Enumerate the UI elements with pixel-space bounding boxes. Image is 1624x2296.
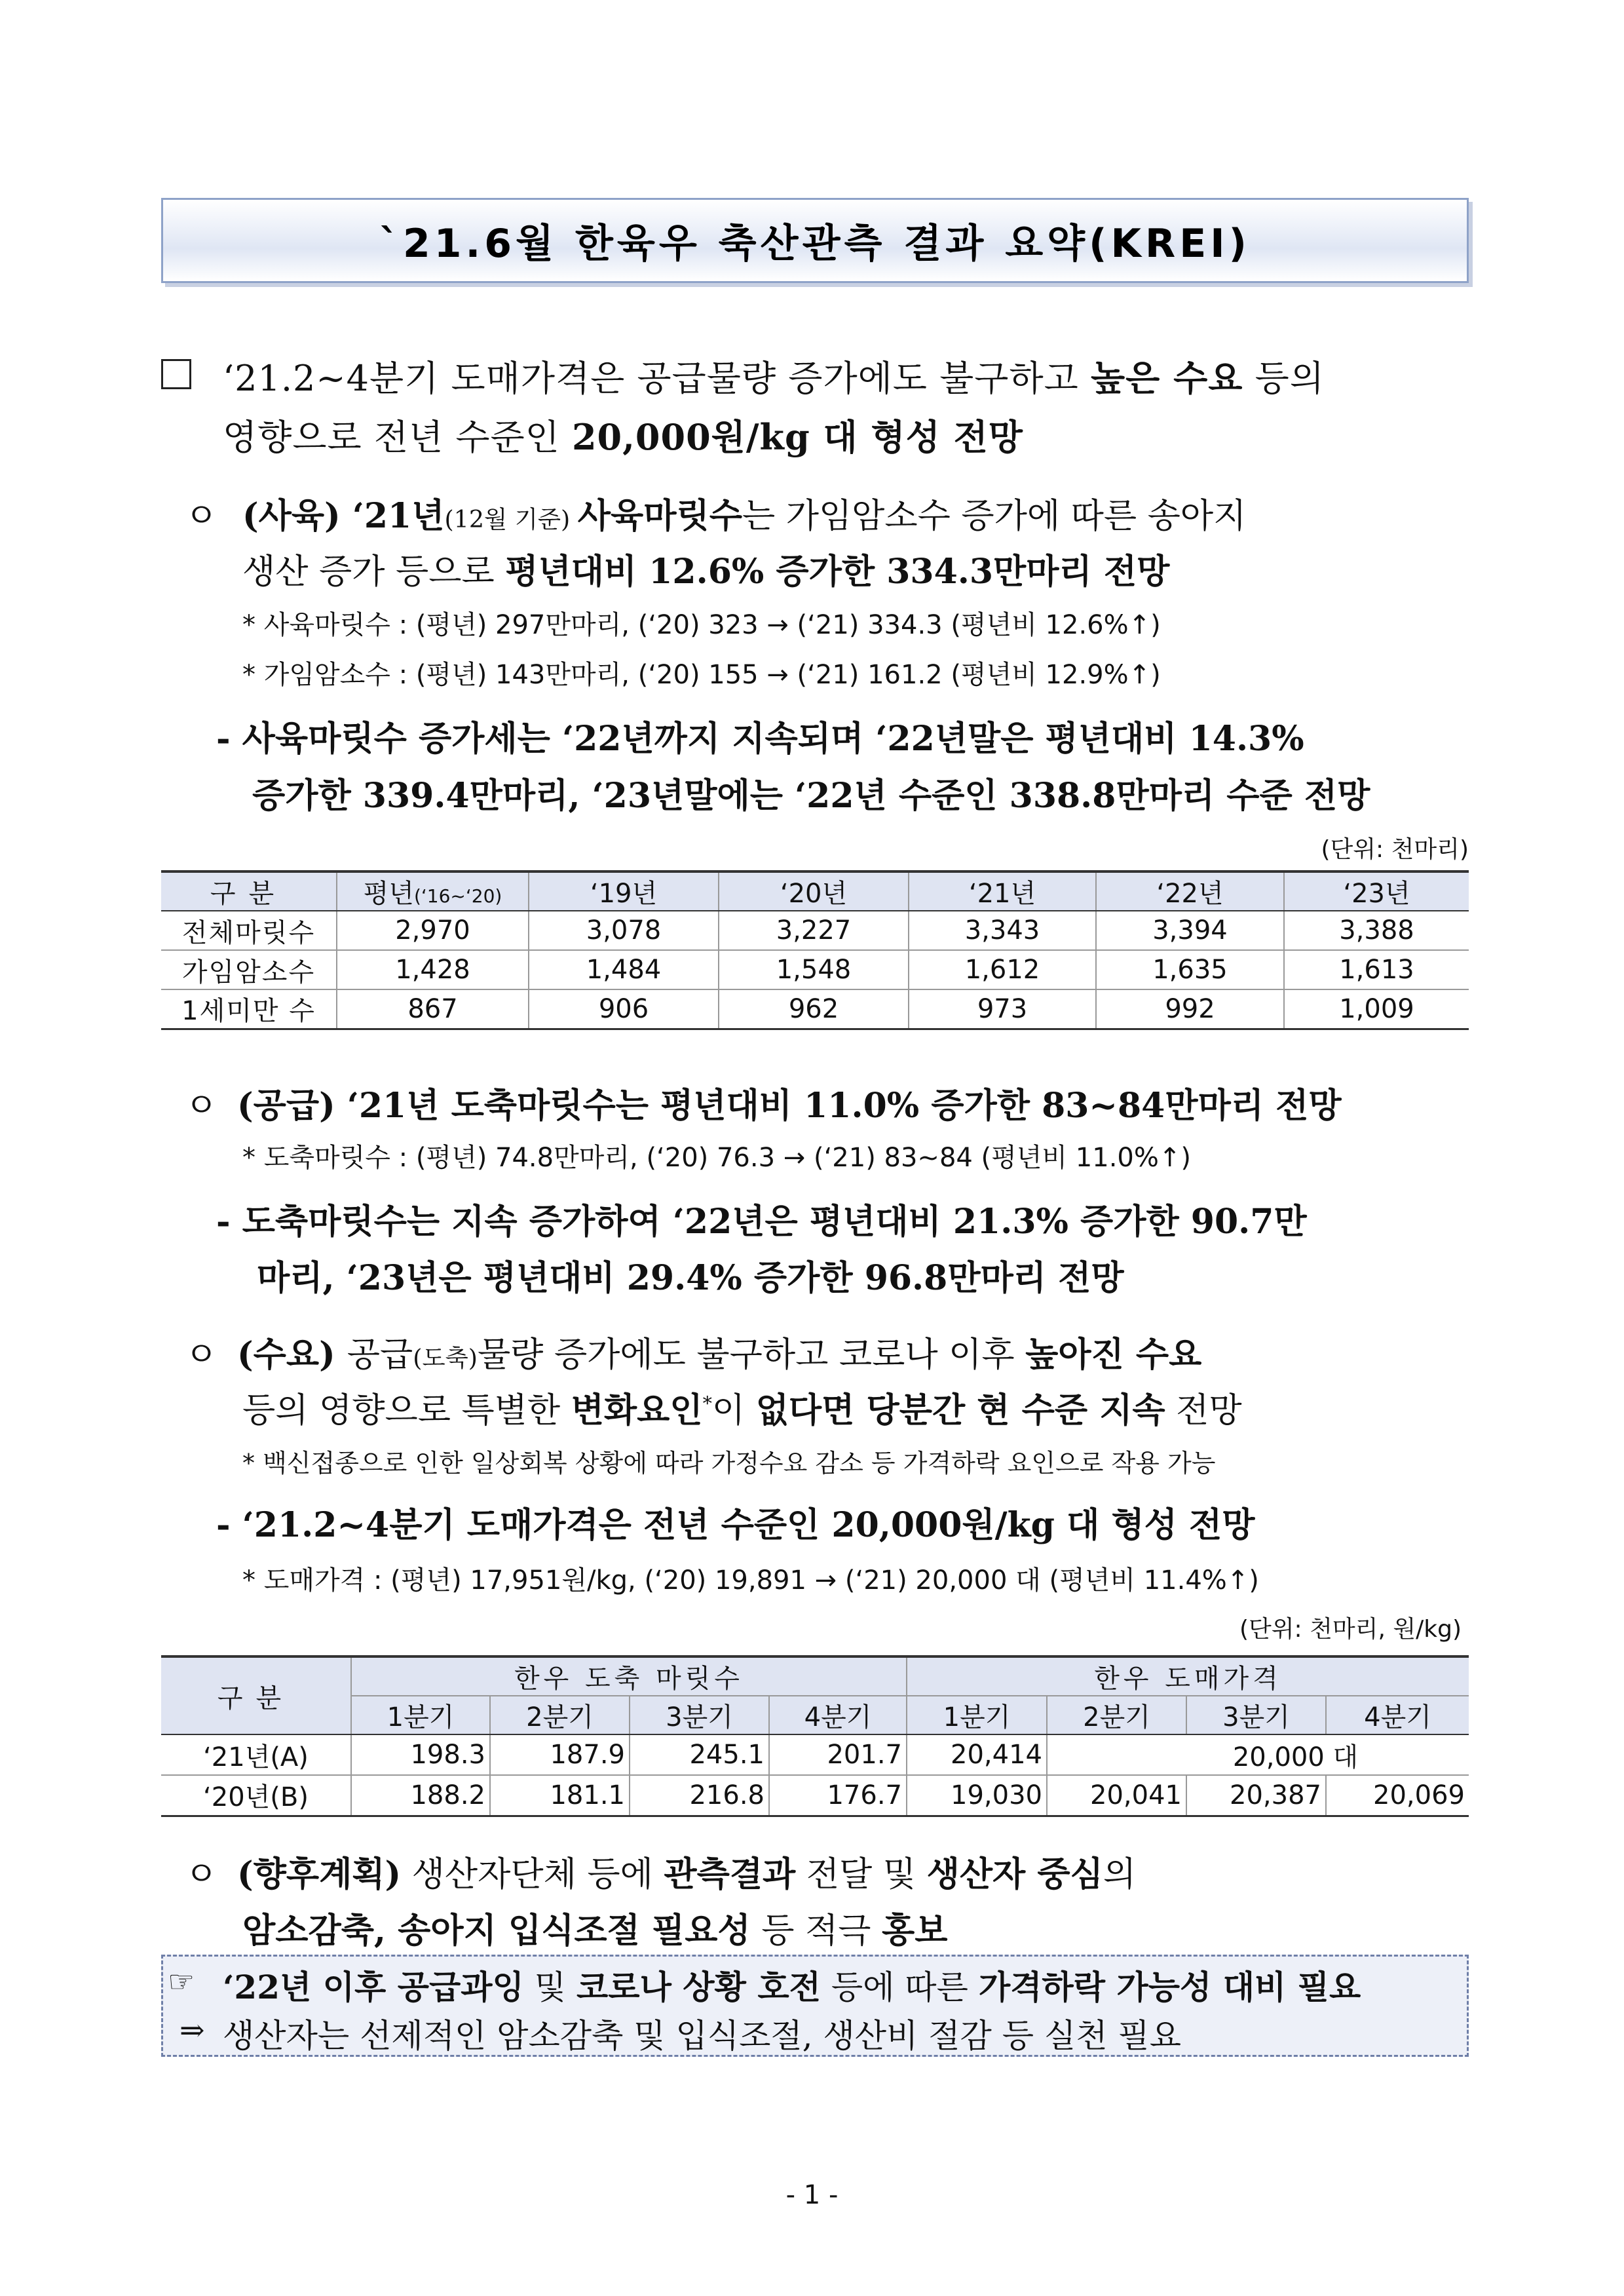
table-cell: 19,030 (907, 1775, 1047, 1816)
table-row-label: ‘21년(A) (161, 1734, 351, 1775)
text-run: 공급 (347, 1335, 413, 1375)
slaughter-group-header: 한우 도축 마릿수 (351, 1656, 907, 1696)
table-cell: 1,548 (719, 950, 909, 989)
suyo-line-2 (242, 1383, 1242, 1432)
table-cell: 1,613 (1284, 950, 1469, 989)
text-run: 등의 (1243, 358, 1325, 399)
gonggeup-note-1: * 도축마릿수 : (평년) 74.8만마리, (‘20) 76.3 → (‘21) 83~84 (평년비 11.0%↑) (242, 1143, 1191, 1173)
table-cell: 3,394 (1096, 911, 1284, 950)
table-cell: 20,041 (1047, 1775, 1186, 1816)
summary-line-1 (223, 351, 1325, 401)
sayuk-bullet: ㅇ (185, 497, 218, 536)
text-run: 이 (711, 1391, 756, 1430)
text-run: 암소감축, 송아지 입식조절 필요성 (242, 1911, 751, 1951)
table-header-cell: ‘22년 (1096, 871, 1284, 911)
table-cell: 245.1 (630, 1734, 769, 1775)
table-header-cell: 1분기 (351, 1696, 490, 1734)
table-header-cell: 1분기 (907, 1696, 1047, 1734)
table-header-cell: 구분 (161, 871, 337, 911)
sayuk-dash-1: - 사육마릿수 증가세는 ‘22년까지 지속되며 ‘22년말은 평년대비 14.3% (216, 719, 1304, 759)
sayuk-dash-2: 증가한 339.4만마리, ‘23년말에는 ‘22년 수준인 338.8만마리 수준 전망 (252, 776, 1370, 816)
plan-line-2 (242, 1903, 947, 1952)
text-run: 전망 (1165, 1391, 1242, 1430)
table-cell: 176.7 (769, 1775, 907, 1816)
text-run: 영향으로 전년 수준인 (223, 417, 572, 458)
table-cell: 3,388 (1284, 911, 1469, 950)
text-run: (향후계획) (237, 1854, 402, 1894)
table-row (161, 1734, 1469, 1775)
text-run: (도축) (413, 1344, 478, 1372)
sayuk-note-1: * 사육마릿수 : (평년) 297만마리, (‘20) 323 → (‘21) 334.3 (평년비 12.6%↑) (242, 610, 1161, 640)
table-cell: 20,000 대 (1047, 1734, 1469, 1775)
text-run: (12월 기준) (444, 505, 578, 533)
text-run: 등 적극 (750, 1911, 882, 1951)
gonggeup-dash-2: 마리, ‘23년은 평년대비 29.4% 증가한 96.8만마리 전망 (257, 1258, 1124, 1298)
table-cell: 2,970 (337, 911, 529, 950)
table-cell: 188.2 (351, 1775, 490, 1816)
table-cell: 1,612 (909, 950, 1096, 989)
text-run: 생산자단체 등에 (401, 1855, 664, 1894)
text-run: ‘21.2~4분기 도매가격은 공급물량 증가에도 불구하고 (223, 358, 1091, 399)
text-run: 물량 증가에도 불구하고 코로나 이후 (477, 1335, 1026, 1375)
herd-size-table (161, 870, 1469, 1030)
table-header-row (161, 1656, 1469, 1696)
table-header-cell: ‘23년 (1284, 871, 1469, 911)
table-cell: 198.3 (351, 1734, 490, 1775)
table-cell: 216.8 (630, 1775, 769, 1816)
table-cell: 962 (719, 989, 909, 1029)
table-row-label: 전체마릿수 (161, 911, 337, 950)
text-run: 없다면 당분간 현 수준 지속 (755, 1390, 1165, 1430)
text-run: 생산 증가 등으로 (242, 552, 506, 592)
document-title: `21.6월 한육우 축산관측 결과 요약(KREI) (379, 221, 1251, 267)
text-run: (수요) (237, 1335, 347, 1375)
table2-unit: (단위: 천마리, 원/kg) (1239, 1616, 1462, 1643)
table-cell: 973 (909, 989, 1096, 1029)
table-row (161, 950, 1469, 989)
table-cell: 20,069 (1326, 1775, 1469, 1816)
table-cell: 1,009 (1284, 989, 1469, 1029)
plan-bullet: ㅇ (185, 1855, 218, 1894)
text-run: 평년대비 12.6% 증가한 334.3만마리 전망 (505, 552, 1170, 592)
table-header-cell: ‘19년 (529, 871, 719, 911)
suyo-line-1 (237, 1327, 1201, 1376)
table-cell: 906 (529, 989, 719, 1029)
sayuk-note-2: * 가임암소수 : (평년) 143만마리, (‘20) 155 → (‘21) 161.2 (평년비 12.9%↑) (242, 660, 1161, 690)
price-group-header: 한우 도매가격 (907, 1656, 1469, 1696)
table-row (161, 911, 1469, 950)
table-cell: 1,484 (529, 950, 719, 989)
text-run: 가격하락 가능성 대비 필요 (978, 1968, 1361, 2006)
checkbox-icon (161, 359, 191, 389)
table-cell: 992 (1096, 989, 1284, 1029)
table-cell: 20,387 (1186, 1775, 1326, 1816)
summary-line-2 (223, 410, 1023, 460)
text-run: 높아진 수요 (1025, 1335, 1202, 1375)
table-cell: 1,428 (337, 950, 529, 989)
suyo-note-2: * 도매가격 : (평년) 17,951원/kg, (‘20) 19,891 → (‘21) 20,000 대 (평년비 11.4%↑) (242, 1565, 1259, 1596)
slaughter-price-table (161, 1655, 1469, 1817)
suyo-bullet: ㅇ (185, 1335, 218, 1375)
gonggeup-line-1: (공급) ‘21년 도축마릿수는 평년대비 11.0% 증가한 83~84만마리 전망 (237, 1086, 1342, 1126)
table1-unit: (단위: 천마리) (1321, 836, 1469, 863)
table-cell: 3,343 (909, 911, 1096, 950)
text-run: 및 (523, 1968, 576, 2006)
table-cell: 20,414 (907, 1734, 1047, 1775)
table-header-cell: 4분기 (769, 1696, 907, 1734)
table-header-cell: 2분기 (490, 1696, 630, 1734)
text-run: 전달 및 (795, 1855, 927, 1894)
table-cell: 867 (337, 989, 529, 1029)
table-row (161, 989, 1469, 1029)
pointer-icon: ☞ (168, 1964, 195, 1999)
table-header-row (161, 871, 1469, 911)
text-run: 코로나 상황 호전 (576, 1968, 821, 2006)
table-header-cell: 4분기 (1326, 1696, 1469, 1734)
table-header-row (161, 1696, 1469, 1734)
callout-line-2: 생산자는 선제적인 암소감축 및 입식조절, 생산비 절감 등 실천 필요 (223, 2017, 1182, 2055)
table-row-label: 1세미만 수 (161, 989, 337, 1029)
sayuk-line-2 (242, 544, 1169, 593)
table-cell: 3,078 (529, 911, 719, 950)
text-run: 변화요인 (571, 1390, 703, 1430)
table-header-cell: ‘20년 (719, 871, 909, 911)
gonggeup-bullet: ㅇ (185, 1086, 218, 1126)
table-cell: 1,635 (1096, 950, 1284, 989)
table-header-cell: 구분 (161, 1656, 351, 1734)
text-run: 20,000원/kg 대 형성 전망 (571, 416, 1023, 458)
table-cell: 181.1 (490, 1775, 630, 1816)
table-row-label: ‘20년(B) (161, 1775, 351, 1816)
text-run: 높은 수요 (1090, 357, 1243, 399)
table-cell: 187.9 (490, 1734, 630, 1775)
text-run: 등에 따른 (820, 1968, 979, 2006)
text-run: 생산자 중심 (926, 1854, 1103, 1894)
text-run: ‘22년 이후 (223, 1968, 398, 2006)
text-run: (사육) ‘21년 (242, 496, 445, 536)
sayuk-line-1 (242, 488, 1246, 537)
gonggeup-dash-1: - 도축마릿수는 지속 증가하여 ‘22년은 평년대비 21.3% 증가한 90.7만 (216, 1202, 1307, 1242)
text-run: 공급과잉 (397, 1968, 524, 2006)
text-run: 등의 영향으로 특별한 (242, 1391, 571, 1430)
suyo-dash-1: - ‘21.2~4분기 도매가격은 전년 수준인 20,000원/kg 대 형성 전망 (216, 1505, 1255, 1545)
table-header-cell: ‘21년 (909, 871, 1096, 911)
table-header-cell: 평년(‘16~‘20) (337, 871, 529, 911)
text-run: * (702, 1392, 712, 1415)
title-box (161, 198, 1469, 283)
table-row (161, 1775, 1469, 1816)
table-row-label: 가임암소수 (161, 950, 337, 989)
text-run: 사육마릿수 (577, 496, 742, 536)
text-run: 관측결과 (664, 1854, 796, 1894)
table-header-cell: 3분기 (630, 1696, 769, 1734)
page-number: - 1 - (785, 2180, 839, 2210)
suyo-note-1: * 백신접종으로 인한 일상회복 상황에 따라 가정수요 감소 등 가격하락 요인으로 작용 가능 (242, 1449, 1216, 1478)
text-run: 는 가임암소수 증가에 따른 송아지 (742, 497, 1247, 536)
table-header-cell: 3분기 (1186, 1696, 1326, 1734)
table-cell: 3,227 (719, 911, 909, 950)
table-cell: 201.7 (769, 1734, 907, 1775)
table-header-cell: 2분기 (1047, 1696, 1186, 1734)
plan-line-1 (237, 1846, 1136, 1896)
text-run: 의 (1103, 1855, 1137, 1894)
double-arrow-icon: ⇒ (179, 2012, 205, 2048)
callout-line-1 (223, 1961, 1361, 2008)
text-run: 홍보 (881, 1911, 948, 1951)
